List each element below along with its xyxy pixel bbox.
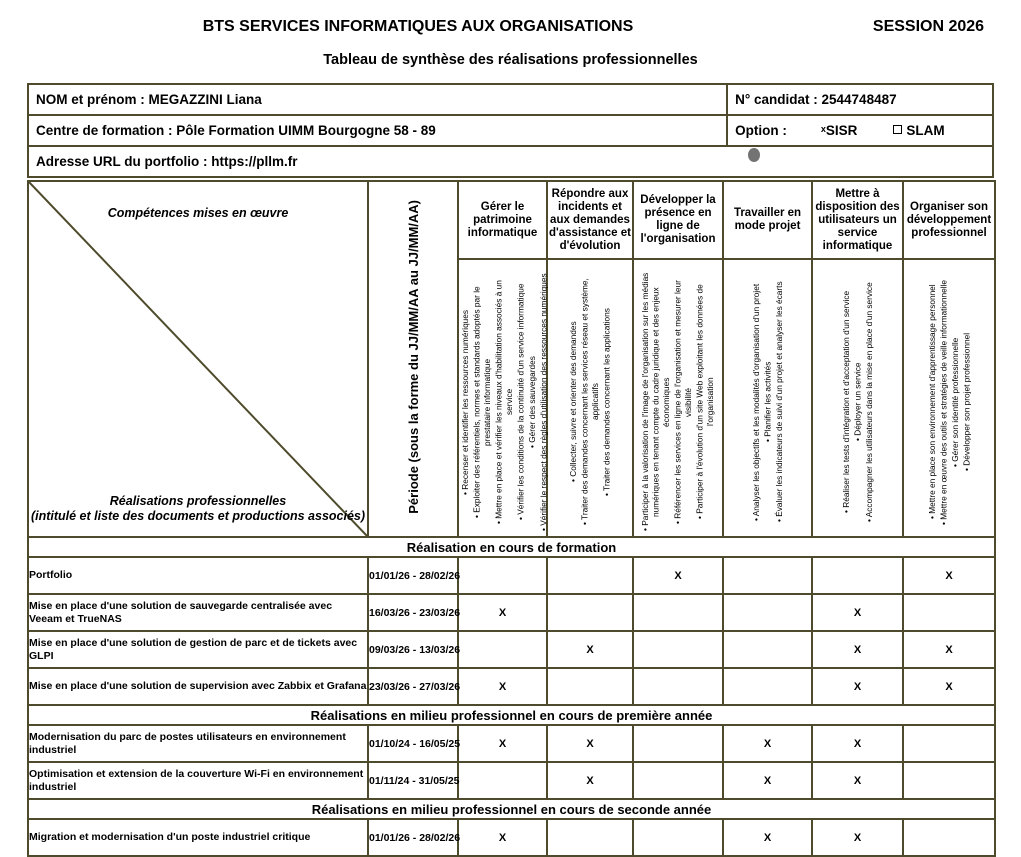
competence-mark-cell-3[interactable] [633,594,723,631]
competence-mark-cell-3[interactable] [633,725,723,762]
grid-body [28,537,995,856]
competence-mark-cell-6[interactable]: X [903,557,995,594]
realisation-title-cell[interactable]: Mise en place d'une solution de supervision avec Zabbix et Grafana [28,668,368,705]
competence-bullet-item: • Accompagner les utilisateurs dans la mise en place d'un service [863,282,874,522]
competence-bullet-item: • Mettre en place son environnement d'apprentissage personnel [926,284,937,520]
realisation-period-cell[interactable]: 01/01/26 - 28/02/26 [368,819,458,856]
diagonal-line-icon [29,182,367,536]
competence-bullet-item: • Gérer son identité professionnelle [949,337,960,467]
table-row [28,557,995,594]
competence-mark-cell-4[interactable] [723,631,812,668]
table-row [28,725,995,762]
document-subtitle: Tableau de synthèse des réalisations professionnelles [323,52,698,68]
competence-bullet-item: • Mettre en œuvre des outils et stratégies de veille informationnelle [938,279,948,525]
realisations-header-label [29,494,367,524]
section-band-label: Réalisations en milieu professionnel en cours de seconde année [28,799,995,819]
competences-header-label: Compétences mises en œuvre [107,206,289,220]
competence-bullet-item: • Gérer des sauvegardes [527,356,537,448]
realisation-title-cell[interactable]: Mise en place d'une solution de gestion de parc et de tickets avec GLPI [28,631,368,668]
realisation-period-cell[interactable]: 01/10/24 - 16/05/25 [368,725,458,762]
competence-bullet-item: • Exploiter des référentiels, normes et standards adoptés par le prestataire informatique [471,286,492,518]
competence-mark-cell-5[interactable]: X [812,631,903,668]
competence-mark-cell-4[interactable]: X [723,725,812,762]
grid-header-titles-row [28,181,995,259]
competence-mark-cell-1[interactable]: X [458,668,547,705]
training-center-field[interactable]: Centre de formation : Pôle Formation UIMM Bourgogne 58 - 89 [28,115,727,146]
competence-mark-cell-3[interactable]: X [633,557,723,594]
periode-header-label: Période (sous la forme du JJ/MM/AA au JJ/MM/AA) [405,199,421,514]
table-row [28,668,995,705]
page-title: BTS SERVICES INFORMATIQUES AUX ORGANISATIONS [202,18,634,35]
competence-bullet-item: • Évaluer les indicateurs de suivi d'un projet et analyser les écarts [773,281,784,523]
realisation-period-cell[interactable]: 09/03/26 - 13/03/26 [368,631,458,668]
competence-mark-cell-6[interactable] [903,762,995,799]
competence-mark-cell-2[interactable]: X [547,631,633,668]
competence-mark-cell-6[interactable] [903,819,995,856]
realisation-title-cell[interactable]: Optimisation et extension de la couverture Wi-Fi en environnement industriel [28,762,368,799]
session-label: SESSION 2026 [872,18,985,35]
competence-bullets-3 [633,259,723,537]
competence-bullet-item: • Traiter des demandes concernant les applications [601,308,612,496]
competence-mark-cell-4[interactable] [723,594,812,631]
competence-header-2: Répondre aux incidents et aux demandes d'assistance et d'évolution [547,181,633,259]
competence-mark-cell-6[interactable]: X [903,631,995,668]
competence-bullets-1 [458,259,547,537]
section-band-row [28,537,995,557]
option-sisr-label: SISR [825,123,858,138]
realisations-header-line2: (intitulé et liste des documents et productions associés) [30,509,366,523]
competence-mark-cell-3[interactable] [633,631,723,668]
table-row [28,631,995,668]
candidate-number-field[interactable]: N° candidat : 2544748487 [727,84,993,115]
competence-header-3: Développer la présence en ligne de l'organisation [633,181,723,259]
competence-mark-cell-3[interactable] [633,668,723,705]
competence-mark-cell-6[interactable]: X [903,668,995,705]
realisations-header-line1: Réalisations professionnelles [109,494,287,508]
competence-mark-cell-2[interactable] [547,594,633,631]
competence-bullet-item: • Référencer les services en ligne de l'organisation et mesurer leur visibilité [672,280,694,524]
realisation-period-cell[interactable]: 01/11/24 - 31/05/25 [368,762,458,799]
section-band-row [28,799,995,819]
competence-mark-cell-2[interactable]: X [547,762,633,799]
competence-bullet-item: • Collecter, suivre et orienter des demandes [568,321,578,483]
realisation-title-cell[interactable]: Portfolio [28,557,368,594]
competence-mark-cell-4[interactable] [723,557,812,594]
competence-mark-cell-1[interactable] [458,557,547,594]
option-sisr-checkbox[interactable] [821,123,858,138]
competence-bullets-4 [723,259,812,537]
section-band-label: Réalisation en cours de formation [28,537,995,557]
portfolio-url-field[interactable]: Adresse URL du portfolio : https://pllm.fr [28,146,993,177]
identity-table [27,83,994,178]
competence-bullet-item: • Déployer un service [852,362,863,442]
option-cell [727,115,993,146]
competence-bullet-item: • Traiter des demandes concernant les services réseau et système, applicatifs [579,278,600,526]
realisation-title-cell[interactable]: Modernisation du parc de postes utilisateurs en environnement industriel [28,725,368,762]
competence-bullet-item: • Planifier les activités [762,361,773,443]
identity-row-name [28,84,993,115]
competence-mark-cell-5[interactable]: X [812,725,903,762]
competence-bullet-item: • Développer son projet professionnel [961,332,971,472]
competence-bullets-5 [812,259,903,537]
option-slam-checkbox[interactable] [893,123,944,138]
competence-bullet-item: • Vérifier le respect des règles d'utilisation des ressources numériques [538,273,549,531]
checkbox-x-mark: x [820,124,826,134]
competence-mark-cell-1[interactable] [458,762,547,799]
competence-mark-cell-5[interactable]: X [812,762,903,799]
competence-mark-cell-4[interactable] [723,668,812,705]
competence-bullet-item: • Analyser les objectifs et les modalités d'organisation d'un projet [750,283,761,521]
realisation-period-cell[interactable]: 01/01/26 - 28/02/26 [368,557,458,594]
competence-bullet-item: • Réaliser les tests d'intégration et d'acceptation d'un service [840,290,851,514]
competence-mark-cell-4[interactable]: X [723,762,812,799]
competence-mark-cell-5[interactable] [812,557,903,594]
competence-bullet-item: • Participer à la valorisation de l'image de l'organisation sur les médias numériques en tenant compte du cadre juridique et des enjeux économiques [640,272,672,532]
realisation-period-cell[interactable]: 16/03/26 - 23/03/26 [368,594,458,631]
competence-mark-cell-2[interactable] [547,557,633,594]
competence-header-5: Mettre à disposition des utilisateurs un service informatique [812,181,903,259]
competence-mark-cell-2[interactable] [547,819,633,856]
competence-mark-cell-2[interactable] [547,668,633,705]
competence-bullet-item: • Recenser et identifier les ressources numériques [460,309,470,495]
competence-bullet-item: • Participer à l'évolution d'un site Web exploitant les données de l'organisation [694,284,716,520]
option-slam-label: SLAM [906,123,945,138]
table-row [28,594,995,631]
identity-row-url [28,146,993,177]
competence-mark-cell-5[interactable]: X [812,668,903,705]
competence-mark-cell-6[interactable] [903,725,995,762]
realisation-title-cell[interactable]: Mise en place d'une solution de sauvegarde centralisée avec Veeam et TrueNAS [28,594,368,631]
cursor-dot-icon [748,148,760,162]
competence-mark-cell-5[interactable]: X [812,594,903,631]
corner-diagonal-cell [28,181,368,537]
competence-mark-cell-4[interactable]: X [723,819,812,856]
competence-mark-cell-2[interactable]: X [547,725,633,762]
competence-mark-cell-3[interactable] [633,762,723,799]
realisation-period-cell[interactable]: 23/03/26 - 27/03/26 [368,668,458,705]
section-band-row [28,705,995,725]
periode-header-cell [368,181,458,537]
competence-mark-cell-1[interactable]: X [458,819,547,856]
competence-mark-cell-1[interactable]: X [458,725,547,762]
competence-header-6: Organiser son développement professionnel [903,181,995,259]
competence-mark-cell-5[interactable]: X [812,819,903,856]
competence-mark-cell-1[interactable]: X [458,594,547,631]
table-row [28,762,995,799]
table-row [28,819,995,856]
realisation-title-cell[interactable]: Migration et modernisation d'un poste industriel critique [28,819,368,856]
competence-mark-cell-1[interactable] [458,631,547,668]
competence-bullets-6 [903,259,995,537]
option-label: Option : [735,123,787,138]
synthesis-grid [27,180,996,857]
competence-bullet-item: • Vérifier les conditions de la continuité d'un service informatique [515,283,526,521]
candidate-name-field[interactable]: NOM et prénom : MEGAZZINI Liana [28,84,727,115]
empty-checkbox-icon [893,125,902,134]
competence-bullet-item: • Mettre en place et vérifier les niveaux d'habilitation associés à un service [493,280,514,524]
competence-header-4: Travailler en mode projet [723,181,812,259]
competence-mark-cell-6[interactable] [903,594,995,631]
identity-row-center [28,115,993,146]
competence-mark-cell-3[interactable] [633,819,723,856]
competence-bullets-2 [547,259,633,537]
section-band-label: Réalisations en milieu professionnel en cours de première année [28,705,995,725]
competence-header-1: Gérer le patrimoine informatique [458,181,547,259]
